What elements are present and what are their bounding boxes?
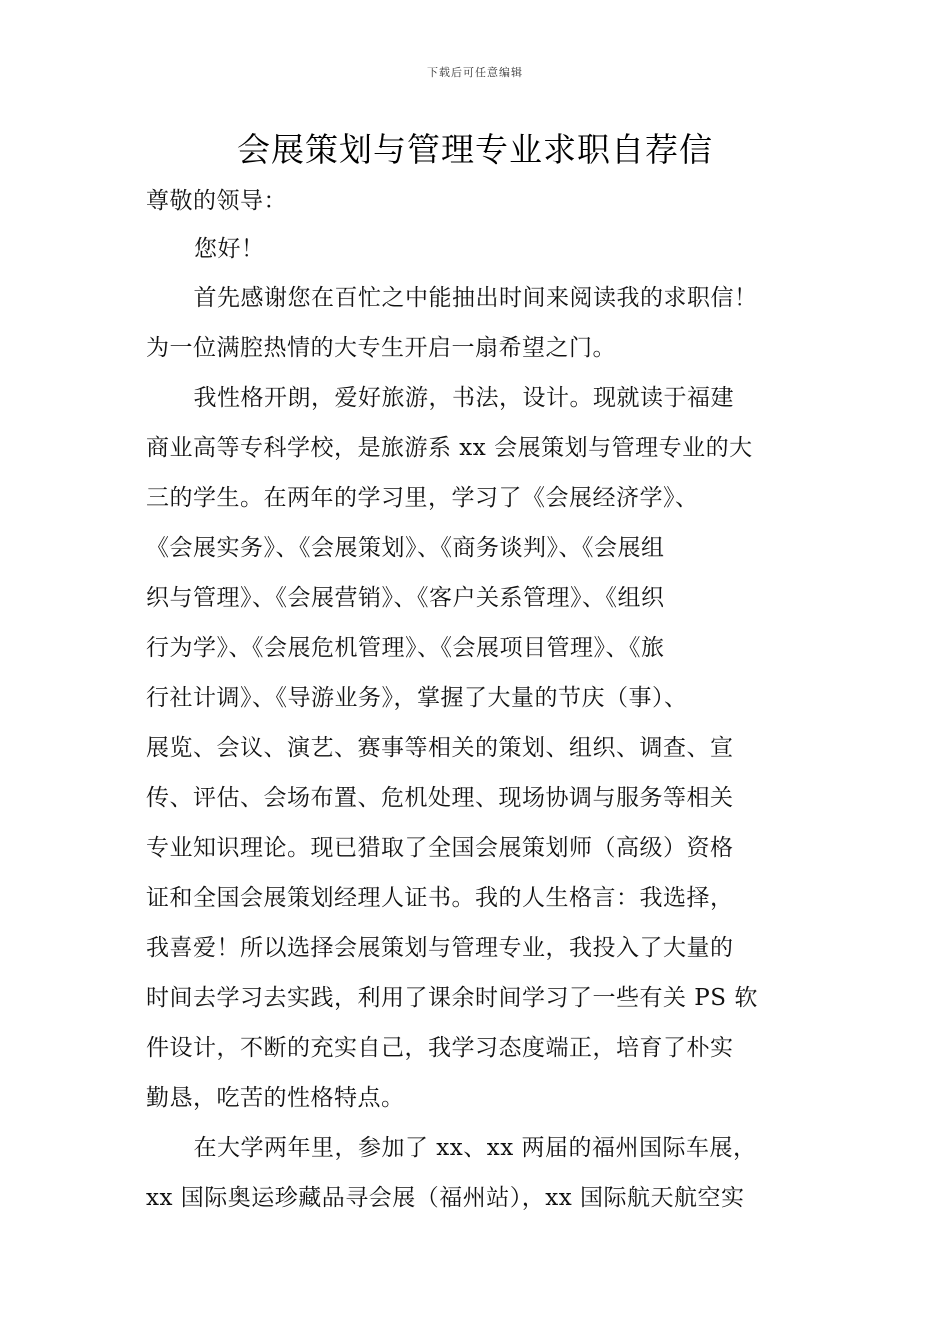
paragraph-line: xx 国际奥运珍藏品寻会展（福州站），xx 国际航天航空实 (146, 1185, 745, 1211)
paragraph-line: 行为学》、《会展危机管理》、《会展项目管理》、《旅 (146, 635, 665, 661)
paragraph-line: 行社计调》、《导游业务》，掌握了大量的节庆（事）、 (146, 685, 688, 711)
paragraph-line: 专业知识理论。现已猎取了全国会展策划师（高级）资格 (146, 835, 734, 861)
paragraph-line: 在大学两年里，参加了 xx、xx 两届的福州国际车展， (170, 1135, 757, 1161)
paragraph-line: 时间去学习去实践，利用了课余时间学习了一些有关 PS 软 (146, 985, 758, 1011)
paragraph-line: 《会展实务》、《会展策划》、《商务谈判》、《会展组 (146, 535, 665, 561)
page-header-note: 下载后可任意编辑 (427, 66, 523, 79)
paragraph-line: 为一位满腔热情的大专生开启一扇希望之门。 (146, 335, 616, 361)
paragraph-line: 勤恳，吃苦的性格特点。 (146, 1085, 405, 1111)
paragraph-line: 织与管理》、《会展营销》、《客户关系管理》、《组织 (146, 585, 665, 611)
paragraph-line: 传、评估、会场布置、危机处理、现场协调与服务等相关 (146, 785, 734, 811)
salutation: 尊敬的领导： (146, 188, 287, 214)
paragraph-line: 证和全国会展策划经理人证书。我的人生格言：我选择， (146, 885, 734, 911)
paragraph-line: 首先感谢您在百忙之中能抽出时间来阅读我的求职信！ (170, 285, 758, 311)
paragraph-line: 商业高等专科学校，是旅游系 xx 会展策划与管理专业的大 (146, 435, 753, 461)
greeting: 您好！ (194, 236, 265, 262)
paragraph-line: 件设计，不断的充实自己，我学习态度端正，培育了朴实 (146, 1035, 734, 1061)
paragraph-line: 我喜爱！所以选择会展策划与管理专业，我投入了大量的 (146, 935, 734, 961)
paragraph-line: 展览、会议、演艺、赛事等相关的策划、组织、调查、宣 (146, 735, 734, 761)
paragraph-line: 我性格开朗，爱好旅游，书法，设计。现就读于福建 (170, 385, 734, 411)
paragraph-line: 三的学生。在两年的学习里，学习了《会展经济学》、 (146, 485, 699, 511)
document-title: 会展策划与管理专业求职自荐信 (237, 130, 713, 169)
